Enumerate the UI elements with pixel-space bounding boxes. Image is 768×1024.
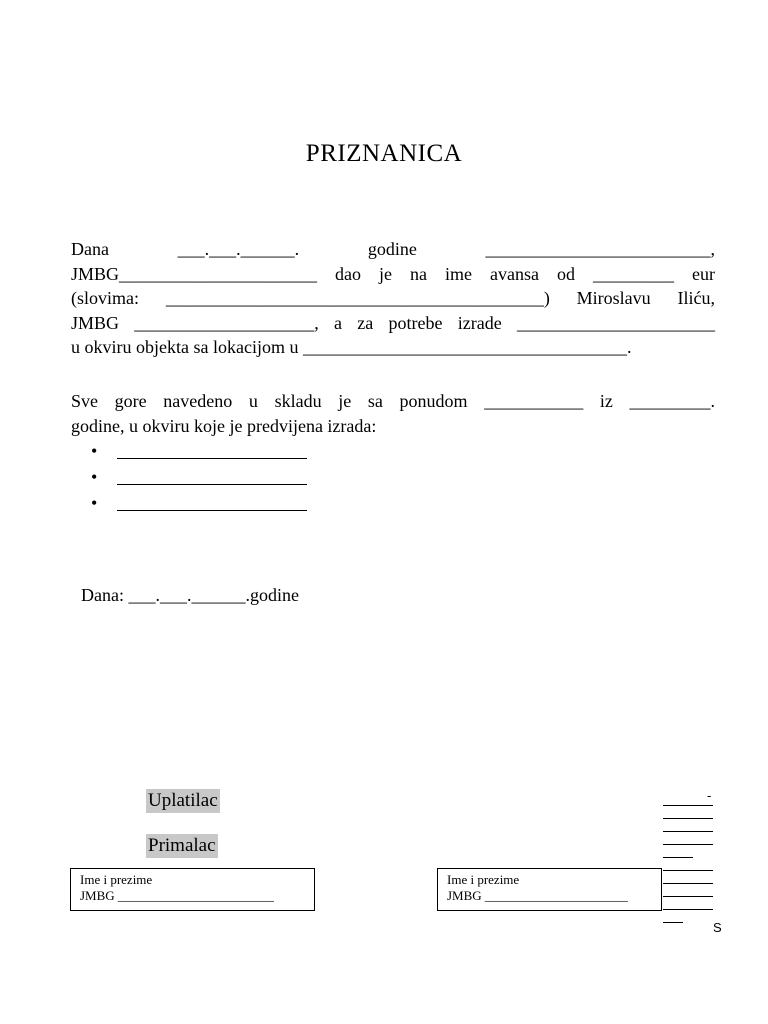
paragraph-line: JMBG ____________________, a za potrebe izrade ______________________ — [71, 312, 715, 333]
margin-line — [663, 910, 683, 923]
dash-mark: - — [707, 788, 712, 803]
bullet-icon: • — [91, 467, 98, 487]
recipient-label: Primalac — [148, 835, 216, 856]
paragraph-line: (slovima: __________________________________________) Miroslavu Iliću, — [71, 288, 715, 308]
margin-line — [663, 832, 713, 845]
signature-box-right — [437, 868, 662, 911]
bullet-icon: • — [91, 441, 98, 461]
list-item — [91, 438, 307, 464]
list-item — [91, 490, 307, 516]
margin-line — [663, 858, 713, 871]
margin-line — [663, 884, 713, 897]
list-item — [91, 464, 307, 490]
s-mark: S — [713, 920, 722, 935]
margin-line — [663, 793, 713, 806]
blank-field — [117, 470, 307, 485]
document-title: PRIZNANICA — [305, 140, 463, 167]
signature-box-left — [70, 868, 315, 911]
bullet-list — [91, 438, 307, 516]
jmbg-label: JMBG ______________________ — [447, 888, 628, 903]
blank-field — [117, 444, 307, 459]
paragraph-line: u okviru objekta sa lokacijom u ____________________________________. — [71, 337, 632, 357]
margin-line — [663, 819, 713, 832]
paragraph-advance — [71, 237, 715, 360]
paragraph-line: godine, u okviru koje je predvijena izrada: — [71, 415, 377, 436]
name-label: Ime i prezime — [80, 872, 153, 887]
margin-line — [663, 845, 693, 858]
paragraph-line: Dana ___.___.______. godine _________________________, — [71, 239, 715, 259]
paragraph-offer — [71, 389, 715, 438]
name-label: Ime i prezime — [447, 872, 520, 887]
margin-line — [663, 871, 713, 884]
margin-line — [663, 897, 713, 910]
right-margin-lines — [663, 793, 715, 923]
margin-line — [663, 806, 713, 819]
payer-label: Uplatilac — [148, 790, 218, 811]
date-line: Dana: ___.___.______.godine — [81, 585, 299, 605]
jmbg-label: JMBG ________________________ — [80, 888, 274, 903]
blank-field — [117, 496, 307, 511]
paragraph-line: Sve gore navedeno u skladu je sa ponudom ___________ iz _________. — [71, 391, 715, 411]
paragraph-line: JMBG______________________ dao je na ime avansa od _________ eur — [71, 263, 715, 284]
bullet-icon: • — [91, 493, 98, 513]
